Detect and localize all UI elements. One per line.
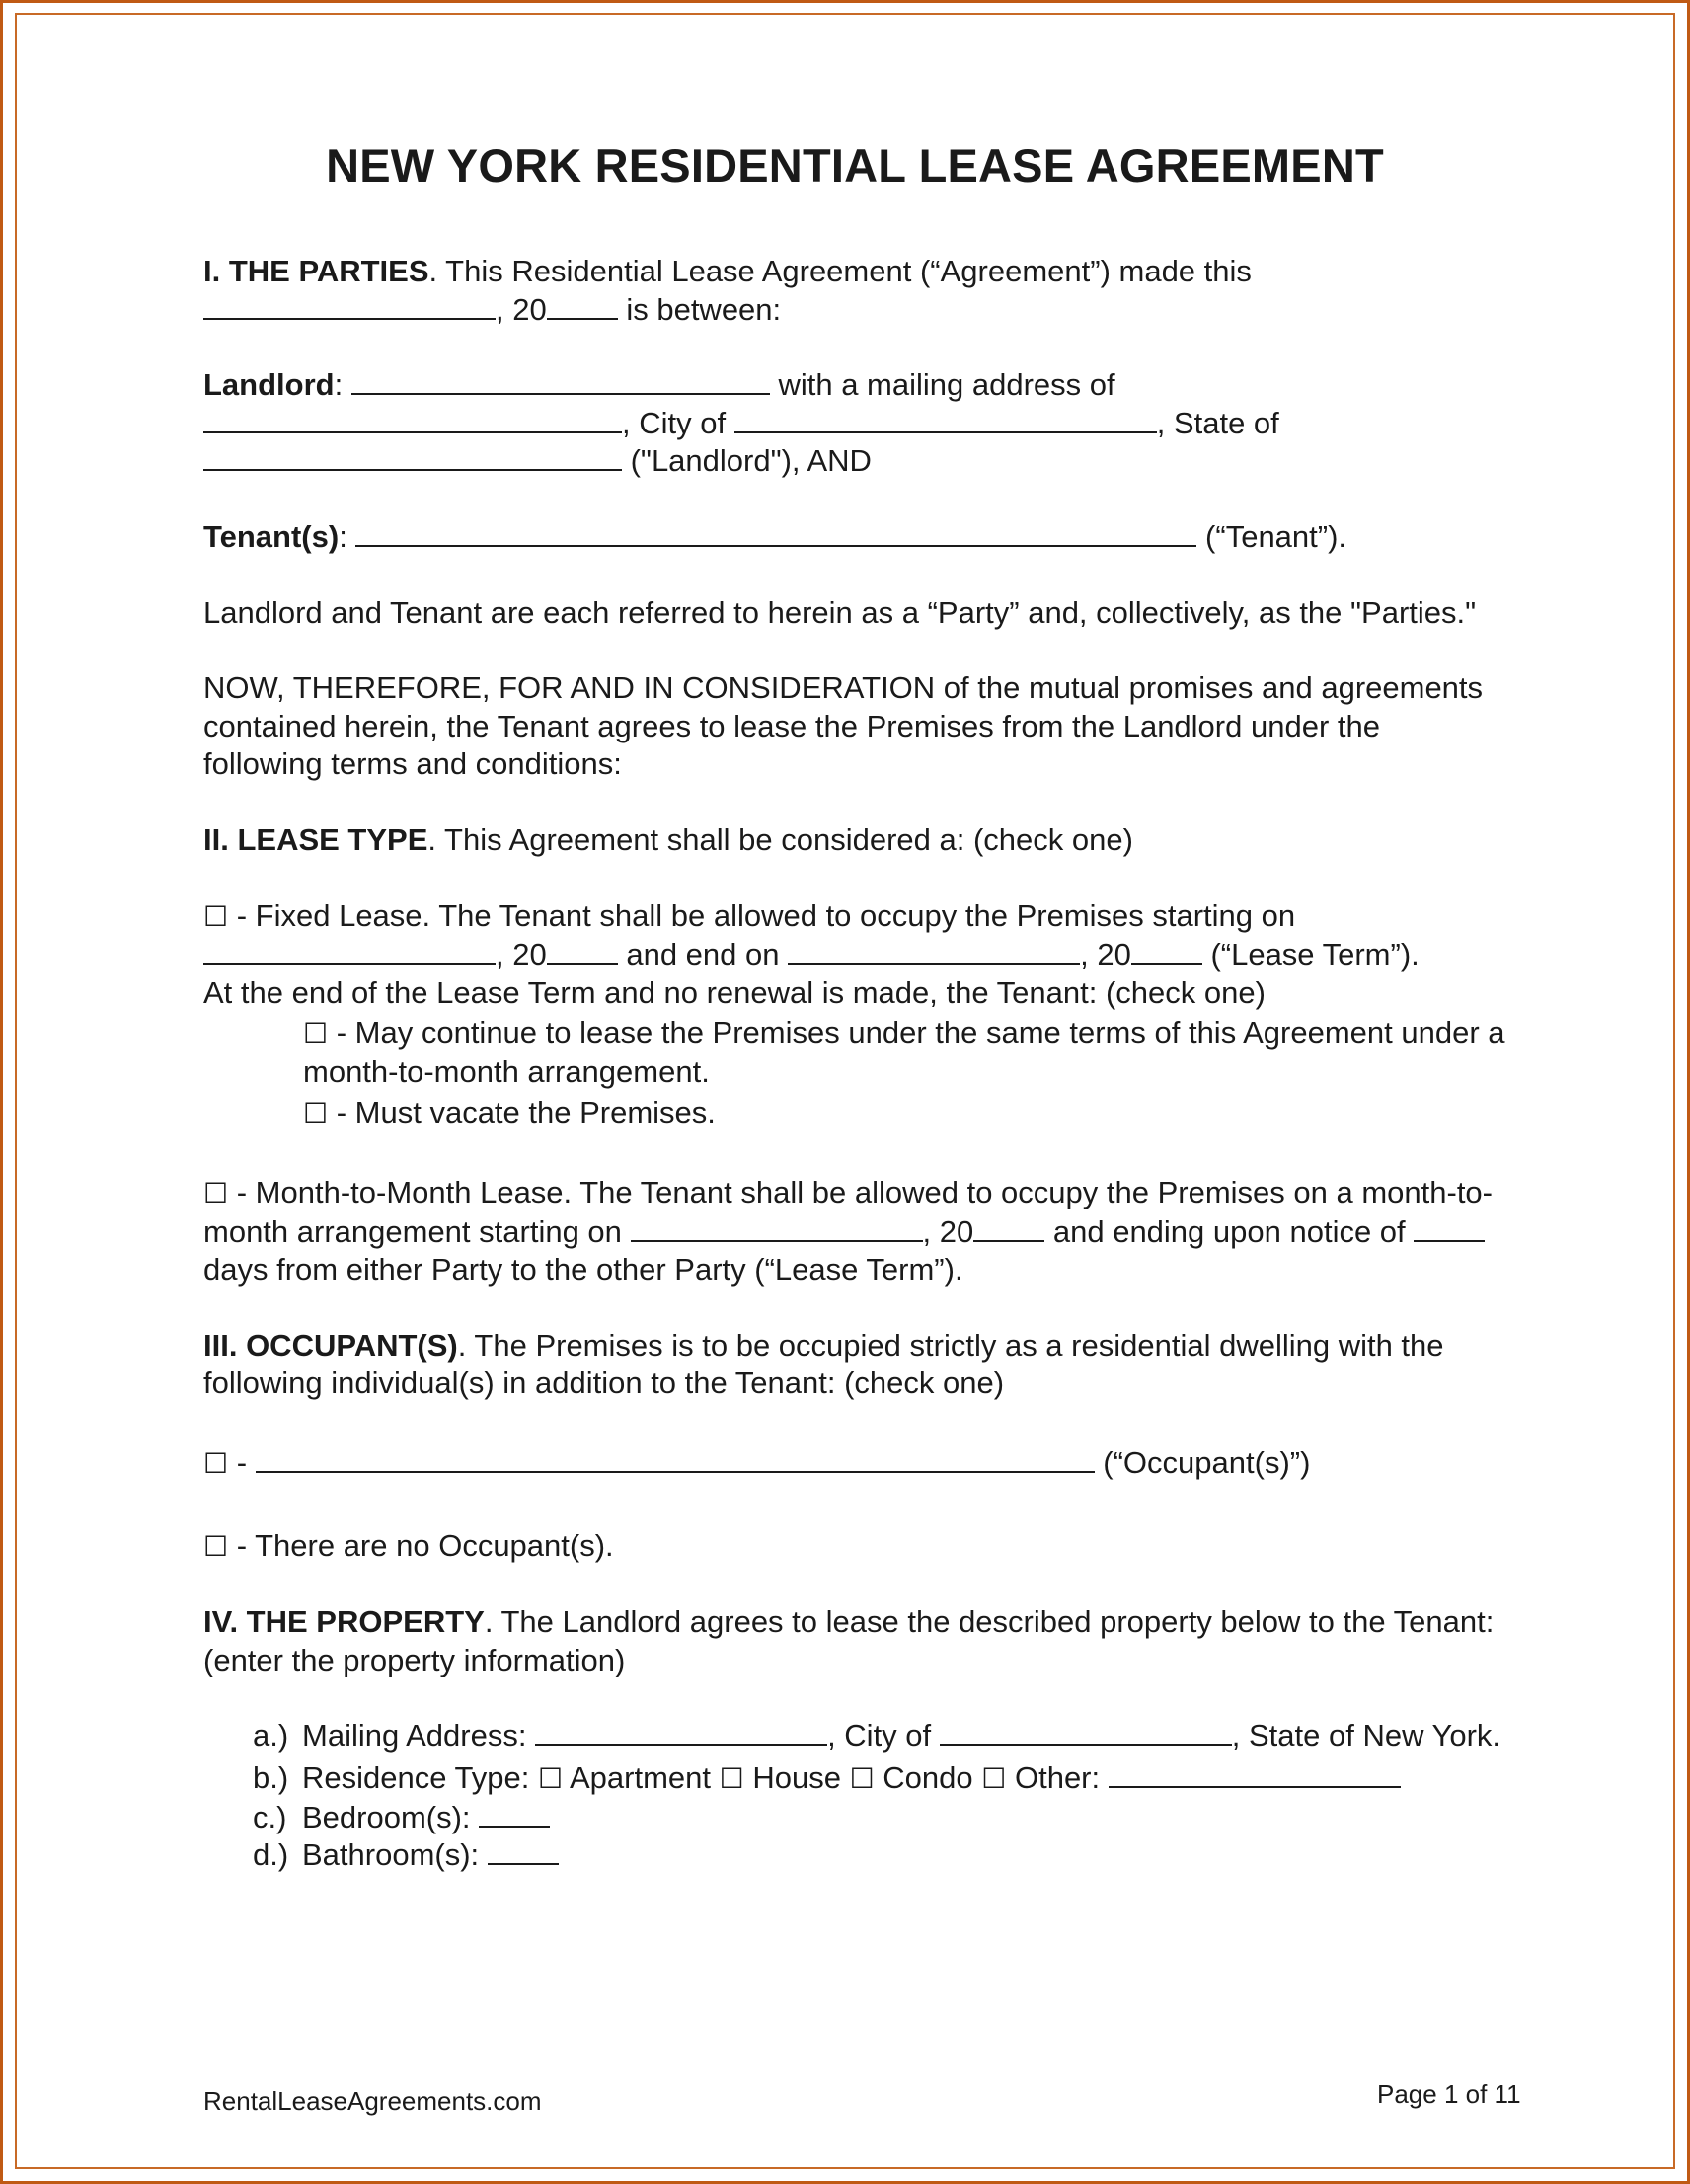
section-parties: I. THE PARTIES. This Residential Lease Agreement (“Agreement”) made this , 20 is between:: [203, 254, 1252, 327]
bedrooms-field[interactable]: [479, 1800, 550, 1828]
vacate-checkbox[interactable]: ☐: [303, 1096, 329, 1130]
condo-checkbox[interactable]: ☐: [849, 1762, 875, 1796]
section-heading: I. THE PARTIES: [203, 254, 429, 288]
section-heading: II. LEASE TYPE: [203, 821, 428, 857]
landlord-block: Landlord: with a mailing address of , City of , State of ("Landlord"), AND: [203, 367, 1279, 479]
bathrooms-field[interactable]: [488, 1837, 559, 1865]
fixed-end-date-field[interactable]: [788, 937, 1080, 965]
list-item: c.) Bedroom(s):: [253, 1799, 1506, 1837]
mtm-start-date-field[interactable]: [631, 1214, 923, 1242]
fixed-start-date-field[interactable]: [203, 937, 496, 965]
landlord-address-field[interactable]: [203, 406, 622, 433]
section-property: IV. THE PROPERTY. The Landlord agrees to lease the described property below to the Tenant: (enter the property information): [203, 1604, 1495, 1677]
landlord-city-field[interactable]: [734, 406, 1157, 433]
mtm-notice-days-field[interactable]: [1414, 1214, 1485, 1242]
fixed-start-year-field[interactable]: [547, 937, 618, 965]
tenant-name-field[interactable]: [355, 519, 1196, 547]
section-occupants: III. OCCUPANT(S). The Premises is to be occupied strictly as a residential dwelling with the following individual(s) in addition to the Tenant: (check one): [203, 1327, 1444, 1401]
party-definition: Landlord and Tenant are each referred to herein as a “Party” and, collectively, as the "Parties.": [203, 594, 1477, 630]
list-item: d.) Bathroom(s):: [253, 1836, 1506, 1875]
property-address-field[interactable]: [535, 1718, 827, 1746]
document-title: NEW YORK RESIDENTIAL LEASE AGREEMENT: [326, 139, 1384, 192]
continue-checkbox[interactable]: ☐: [303, 1017, 329, 1051]
no-occupants-option: ☐ - There are no Occupant(s).: [203, 1527, 614, 1563]
section-lease-type: II. LEASE TYPE. This Agreement shall be considered a: (check one): [203, 821, 1133, 857]
page-number: Page 1 of 11: [1377, 2079, 1521, 2109]
agreement-year-field[interactable]: [547, 292, 618, 320]
document-page: [203, 138, 1506, 1875]
occupants-option: ☐ - (“Occupant(s)”): [203, 1445, 1311, 1481]
landlord-name-field[interactable]: [351, 367, 770, 395]
list-item: b.) Residence Type: ☐ Apartment ☐ House ☐ Condo ☐ Other:: [253, 1759, 1506, 1799]
month-to-month-option: ☐ - Month-to-Month Lease. The Tenant shall be allowed to occupy the Premises on a month-to-month arrangement starting on , 20 and ending upon notice of days from either Party to the other Party (“Lease Term”).: [203, 1175, 1493, 1287]
fixed-lease-checkbox[interactable]: ☐: [203, 899, 229, 933]
property-details-list: [203, 1717, 1506, 1874]
landlord-label: Landlord: [203, 367, 335, 403]
section-heading: III. OCCUPANT(S): [203, 1327, 458, 1363]
occupants-names-field[interactable]: [256, 1445, 1095, 1473]
month-to-month-checkbox[interactable]: ☐: [203, 1177, 229, 1210]
list-item: a.) Mailing Address: , City of , State of New York.: [253, 1718, 1501, 1754]
apartment-checkbox[interactable]: ☐: [537, 1762, 564, 1796]
property-city-field[interactable]: [940, 1718, 1232, 1746]
tenant-label: Tenant(s): [203, 518, 340, 554]
house-checkbox[interactable]: ☐: [719, 1762, 744, 1796]
landlord-state-field[interactable]: [203, 443, 622, 471]
no-occupants-checkbox[interactable]: ☐: [203, 1529, 229, 1563]
renewal-option-continue: ☐ - May continue to lease the Premises under the same terms of this Agreement under a month-to-month arrangement.: [303, 1015, 1505, 1089]
mtm-start-year-field[interactable]: [973, 1214, 1044, 1242]
tenant-block: Tenant(s): (“Tenant”).: [203, 518, 1347, 554]
other-checkbox[interactable]: ☐: [981, 1762, 1007, 1796]
renewal-option-vacate: ☐ - Must vacate the Premises.: [303, 1094, 716, 1130]
occupants-checkbox[interactable]: ☐: [203, 1447, 229, 1481]
other-residence-field[interactable]: [1109, 1760, 1401, 1788]
section-heading: IV. THE PROPERTY: [203, 1604, 485, 1640]
fixed-end-year-field[interactable]: [1131, 937, 1202, 965]
footer-site: RentalLeaseAgreements.com: [203, 2086, 542, 2116]
agreement-day-field[interactable]: [203, 292, 496, 320]
consideration-clause: NOW, THEREFORE, FOR AND IN CONSIDERATION of the mutual promises and agreements contained herein, the Tenant agrees to lease the Premises from the Landlord under the following terms and conditions:: [203, 670, 1484, 782]
fixed-lease-option: ☐ - Fixed Lease. The Tenant shall be allowed to occupy the Premises starting on , 20 and end on , 20 (“Lease Term”). At the end of the Lease Term and no renewal is made, the Tenant: (check one): [203, 897, 1420, 1010]
